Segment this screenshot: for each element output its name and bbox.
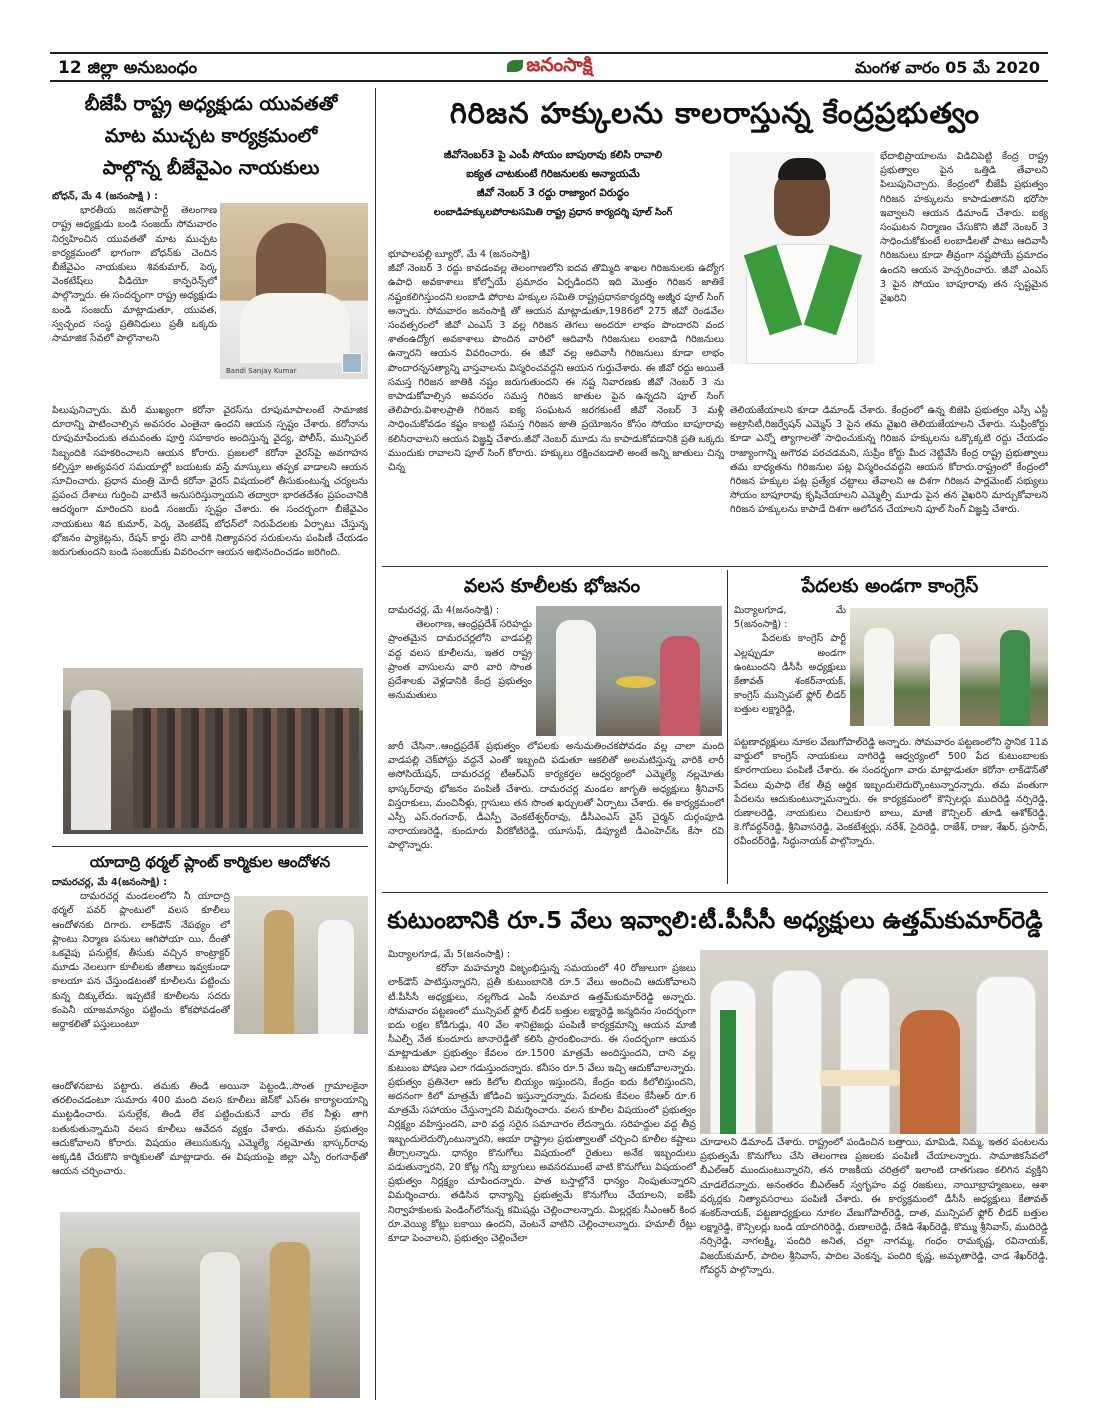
egg-tray <box>820 1070 900 1086</box>
yadadri-continued <box>52 1080 368 1210</box>
paragraph: పట్టణాధ్యక్షులు నూకల వేణుగోపాల్‌రెడ్డి అన్నారు. సోమవారం పట్టణంలోని స్థానిక 11వ వార్డులో కాంగ్రెస్‌ నాయకులు నాగిరెడ్డి ఆధ్వర్యంలో 500 పేద కుటుంబాలకు కూరగాయలు పంపిణీ చేశారు. ఈ సందర్భంగా వారు మాట్లాడుతూ కరోనా లాక్‌డౌన్‌తో పేదలు వుపాధి లేక తీవ్ర ఆర్థిక ఇబ్బందులెదుర్కొంటున్నారన్నారు. తమ వంతుగా పేదలను ఆదుకుంటున్నామన్నారు. ఈ కార్యక్రమంలో కౌన్సిలర్లు ముదిరెడ్డి నర్సిరెడ్డి, రుణాలరెడ్డి, నాయకులు చిలుకూరి బాలు, మాజీ కౌన్సిలర్‌ తూడి ఆశోక్‌రెడ్డి, కె.గోవర్ధన్‌రెడ్డి, శ్రీనివాసరెడ్డి, వెంకటేశ్వర్లు, నరేశ్‌, సైదిరెడ్డి, రాజేశ్‌, రాజు, శేఖర్‌, ప్రసాద్‌, రవీందర్‌రెడ్డి, సిద్ధునాయక్‌ పాల్గొన్నారు. <box>734 737 1048 848</box>
paragraph: తెలియజేయాలని కూడా డిమాండ్‌ చేశారు. కేంద్రంలో ఉన్న బిజెపి ప్రభుత్వం ఎస్సీ ఎస్టీ అట్రాసిటీ,రిజర్వేషన్‌ ఎమ్మెస్‌ 3 పైన తమ వైఖరి తెలియజేయాలని చేశారు. సుప్రీంకోర్టు కూడా ఎన్నో త్యాగాలతో సాధించుకున్న గిరిజన హక్కులను ఒక్కొక్కటి రద్దు చేయడం రాజ్యాంగాన్ని అగౌరవ పరచడమని, సుప్రీం కోర్టు మీద నెట్టివేసి కేంద్ర రాష్ట్ర ప్రభుత్వాలు తమ బాధ్యతను గిరిజనుల పట్ల విస్మరించవద్దని ఆయన కోరారు.రాష్ట్రంలో కేంద్రంలో గిరిజన హక్కుల పట్ల ప్రత్యేక చట్టాలు తేవాలని ఆ దిశగా గిరిజన పార్లమెంట్‌ సభ్యులు సోయం బాపూరావు కృషిచేయాలని ఎమ్మెల్సీ మూడు పైన తన వైఖరిని మార్చుకోవాలని గిరిజన హక్కులను కాపాడే దిశగా ఆలోచన చేయాలని పూల్‌ సింగ్‌ విజ్ఞప్తి చేశారు. <box>730 405 1048 516</box>
column-divider <box>375 88 376 1400</box>
paragraph: పిలుపునిచ్చారు. మరీ ముఖ్యంగా కరోనా వైరస్‌ను రూపుమాపాలంటే సామాజిక దూరాన్ని పాటించాల్సిన అవసరం ఎంతైనా ఉందని ఆయన స్పష్టం చేశారు. కరోనాను రూపుమాపేందుకు తమవంతు పూర్తి సహకారం అందిస్తున్న వైద్య, పోలీస్‌, మున్సిపల్‌ సిబ్బందికి సహకరించాలని ఆయన కోరారు. ప్రజలలో కరోనా వైరస్‌పై అవగాహన కల్పిస్తూ అత్యవసర సమయాల్లో బయటకు వస్తే మాస్కులు తప్పక వాడాలని ఆయన సూచించారు. ప్రధాన మంత్రి మోదీ కరోనా వైరస్‌ విషయంలో తీసుకుంటున్న చర్యలను ప్రపంచ దేశాలు గుర్తించి వాటినే అనుసరిస్తున్నాయని తద్వారా భారతదేశం ప్రపంచానికి ఆదర్శంగా మారిందని బండి సంజయ్‌ స్పష్టం చేశారు. ఈ సందర్భంగా బీజేవైఎం నాయకులు శివ కుమార్‌, పెర్క వెంకటేష్‌ బోధన్‌లో నిరుపేదలకు ఏర్పాటు చేస్తున్న భోజనం ప్యాకెట్లను, రేషన్‌ కార్డు లేని వారికి నిత్యావసర సరుకులను పంపిణీ చేయడం జరుగుతుందని బండి సంజయ్‌కు వివరించగా ఆయన అభినందించడం జరిగింది. <box>52 405 368 559</box>
page-number: 12 జిల్లా అనుబంధం <box>58 58 198 78</box>
left-headline-line: బీజేపీ రాష్ట్ర అధ్యక్షుడు యువతతో <box>84 93 338 115</box>
valasa-headline: వలస కూలీలకు భోజనం <box>463 575 641 597</box>
congress-continued <box>734 736 1048 882</box>
police-figure <box>270 1242 310 1398</box>
photo-caption: Bandi Sanjay Kumar <box>226 367 297 375</box>
divider <box>52 846 368 847</box>
food-distribution-photo <box>536 606 722 736</box>
egg-distribution-photo <box>700 950 1048 1134</box>
dateline: దామరచర్ల, మే 4(జనంసాక్షి) : <box>52 877 168 888</box>
divider <box>382 566 1048 567</box>
portrait-photo <box>730 152 875 364</box>
yadadri-headline: యాదాద్రి థర్మల్‌ ప్లాంట్‌ కార్మికుల ఆందోళన <box>89 853 331 871</box>
food-plate <box>616 676 656 688</box>
person-figure <box>930 634 960 726</box>
person-figure <box>864 628 894 726</box>
police-figure <box>80 1248 116 1398</box>
person-figure <box>660 636 700 736</box>
video-call-photo <box>220 203 368 379</box>
main-headline: గిరిజన హక్కులను కాలరాస్తున్న కేంద్రప్రభుత్వం <box>449 96 981 130</box>
person-figure <box>900 1010 960 1134</box>
divider <box>382 892 1048 893</box>
inset-thumbnail <box>342 353 362 373</box>
hair <box>778 158 826 180</box>
left-headline <box>52 88 370 184</box>
issue-date: మంగళ వారం 05 మే 2020 <box>854 58 1040 77</box>
paragraph: చూడాలని డిమాండ్‌ చేశారు. రాష్ట్రంలో పండించిన బత్తాయి, మామిడి, నిమ్మ, ఇతర పంటలను ప్రభుత్వమే కొనుగోలు చేసి తెలంగాణ ప్రజలకు పంపిణీ చేయాలన్నారు. సామాజికసేవలో బీఎల్‌ఆర్‌ ముందుంటున్నారని, తన రాజకీయ చరిత్రలో ఇలాంటి దాతగుణం కలిగిన వ్యక్తిని చూడలేదన్నారు. అనంతరం బీఎల్‌ఆర్‌ స్వగృహం వద్ద రజకులు, నాయీబ్రాహ్మణులు, ఆశా వర్కర్లకు నిత్యావసరాలు పంపిణీ చేశారు. ఈ కార్యక్రమంలో డీసీసీ అధ్యక్షులు కేతావత్‌ శంకర్‌నాయక్‌, పట్టణాధ్యక్షులు నూకల వేణుగోపాల్‌రెడ్డి, దాత, మున్సిపల్‌ ఫ్లోర్‌ లీడర్‌ బత్తుల లక్ష్మారెడ్డి, కౌన్సిలర్లు బండి యాదగిరిరెడ్డి, రుణాలరెడ్డి, దేశిడి శేఖర్‌రెడ్డి, కొమ్ము శ్రీనివాస్‌, ముదిరెడ్డి నర్సిరెడ్డి, నాగలక్ష్మి, పందిరి అనిత, చల్లా నాగమ్మ, గంధం రామకృష్ణ, రవినాయక్‌, విజయ్‌కుమార్‌, పాదిల శ్రీనివాస్‌, పాదిల వెంకన్న, పందిరి కృష్ణ, అమృతారెడ్డి, చాడ శేఖర్‌రెడ్డి, గోవర్ధన్‌ పాల్గొన్నారు. <box>700 1137 1048 1276</box>
subhead: జీవో నెంబర్‌ 3 రద్దు రాజ్యాంగ విరుద్ధం <box>476 187 630 199</box>
dateline: భూపాలపల్లి బ్యూరో, మే 4 (జనంసాక్షి) <box>388 249 531 260</box>
yadadri-text <box>52 876 230 1076</box>
column-divider <box>727 570 728 884</box>
left-headline-line: మాట ముచ్చట కార్యక్రమంలో <box>104 125 318 147</box>
dateline: బోధన్‌, మే 4 (జనంసాక్షి ) : <box>52 191 158 202</box>
valasa-continued <box>388 740 724 882</box>
left-story-continued <box>52 404 368 660</box>
left-story-text <box>52 190 217 402</box>
police-figure <box>264 910 294 1034</box>
masthead-logo <box>470 54 630 80</box>
paragraph: భేదాభిప్రాయాలను విడిచిపెట్టి కేంద్ర రాష్ట్ర ప్రభుత్వాల పైన ఒత్తిడి తేవాలని పిలుపునిచ్చారు. కేంద్రంలో బీజేపీ ప్రభుత్వం గిరిజన హక్కులను కాపాడుతానని భరోసా ఇవ్వాలని ఆయన డిమాండ్‌ చేశారు. ఐక్య సంఘటన నిర్మాణం చేసుకొని జీవో నెంబర్‌ 3 సాధించుకోకుంటే లంబాడీలతో పాటు ఆదివాసీ గిరిజనులు కూడా తీవ్రంగా నష్టపోయే ప్రమాదం ఉందని ఆయన హెచ్చరించారు. జీవో ఎంఎస్‌ 3 పైన సోయం బాపూరావు తన స్పష్టమైన వైఖరిని <box>880 151 1048 305</box>
paragraph: తెలంగాణ, ఆంధ్రప్రదేశ్‌ సరిహద్దు ప్రాంతమైన దామరచర్లలోని వాడపల్లి వద్ద వలస కూలీలను, ఇతర రాష్ట్ర ప్రాంత వాసులను వారి వారి సొంత ప్రదేశాలకు వెళ్లడానికి కేంద్ర ప్రభుత్వం అనుమతులు <box>388 619 532 702</box>
subhead: లంబాడిహక్కులపోరాటసమితి రాష్ట్ర ప్రధాన కార్యదర్శి పూల్‌ సింగ్‌ <box>433 207 673 218</box>
page-header <box>50 52 1048 82</box>
crowd-area <box>133 708 359 828</box>
congress-headline: పేదలకు అండగా కాంగ్రెస్‌ <box>801 575 979 597</box>
valasa-text <box>388 604 532 740</box>
person-figure <box>256 223 326 303</box>
congress-text <box>734 604 846 732</box>
dateline: దామరచర్ల, మే 4(జనంసాక్షి) : <box>388 605 500 616</box>
crowd-photo <box>63 668 363 834</box>
person-figure <box>772 970 822 1134</box>
paragraph: జీవో నెంబర్‌ 3 రద్దు కావడంవల్ల తెలంగాణలోని ఐదవ తొమ్మిది శాఖల గిరిజనులకు ఉద్యోగ ఉపాధి అవకాశాలు కోల్పోయే ప్రమాదం ఏర్పడిందని ఇది మొత్తం గిరిజన జాతికే నష్టంకలిగిస్తుందని లంబాడి పోరాట హక్కుల సమితి రాష్ట్రప్రధానకార్యదర్శి అజ్మీర పూల్‌ సింగ్‌ అన్నారు. సోమవారం జనంసాక్షి తో ఆయన మాట్లాడుతూ,1986లో 275 జీవో రెండవేల సంవత్సరంలో జీవో ఎంఎస్‌ 3 వల్ల గిరిజన తెగలు అందరూ లాభం పొందారని వంద శాతంఉద్యోగ అవకాశాలు పొందిన వారిలో ఆదివాసీ గిరిజనులు లంబాడి గిరిజనులు ఉన్నారని ఆయన వివరించారు. ఈ జీవో వల్ల ఆదివాసీ గిరిజనులు కూడా లాభం పొందారన్నసత్యాన్ని వాస్తవాలను విస్మరించవద్దని ఆయన గుర్తుచేశారు. ఈ జీవో రద్దు అయితే సమస్త గిరిజన జాతికి నష్టం జరుగుతుందని ఈ నష్ట నివారణకు జీవో నెంబర్‌ 3 ను కాపాడుకోవాల్సిన అవసరం సమస్త గిరిజన జాతుల పైన ఉన్నదని పూల్‌ సింగ్‌ తెలిపారు.విశాలప్రాతి గిరిజన ఐక్య సంఘటన జరగకుంటే జీవో నెంబర్‌ 3 మళ్లీ సాధించుకోవడం కష్టం కాబట్టి సమస్త గిరిజన జాతి ప్రయోజనం కోసం సోయం బాపూరావు కలిసిరావాలని ఆయన విజ్ఞప్తి చేశారు.జీవో నెంబర్‌ మూడు ను కాపాడుకోవడానికి ప్రతి ఒక్కరు ముందుకు రావాలని పూల్‌ సింగ్‌ కోరారు. హక్కులు రక్షించబడాలి అంటే అన్ని జాతులు చిన్న చిన్న <box>388 263 724 474</box>
main-subheads <box>382 146 724 222</box>
green-scarf <box>720 1010 736 1134</box>
main-story-right-continued <box>730 404 1048 560</box>
officials-photo <box>60 1212 360 1398</box>
tpcc-headline: కుటుంబానికి రూ.5 వేలు ఇవ్వాలి:టీ.పీసీసీ అధ్యక్షులు ఉత్తమ్‌కుమార్‌రెడ్డి <box>387 906 1043 934</box>
paragraph: పేదలకు కాంగ్రెస్‌ పార్టీ ఎల్లప్పుడూ అండగా ఉంటుందని డీసీసీ అధ్యక్షులు కేతావత్‌ శంకర్‌నాయక్‌, కాంగ్రెస్‌ మున్సిపల్‌ ఫ్లోర్‌ లీడర్‌ బత్తుల లక్ష్మారెడ్డి, <box>734 633 846 716</box>
dateline: మిర్యాలగూడ, మే 5(జనంసాక్షి) : <box>734 605 846 631</box>
dateline: మిర్యాలగూడ, మే 5(జనంసాక్షి) : <box>388 949 511 960</box>
tpcc-continued <box>700 1136 1048 1400</box>
person-figure <box>976 976 1036 1134</box>
logo-text: జనంసాక్షి <box>526 54 593 76</box>
vegetable-distribution-photo <box>850 608 1048 726</box>
tpcc-text <box>388 948 696 1400</box>
paragraph: జారీ చేసినా..ఆంధ్రప్రదేశ్‌ ప్రభుత్వం లోపలకు అనుమతించకపోవడం వల్ల చాలా మంది వాడపల్లి చెక్‌పోస్టు వద్దనే ఎంతో ఇబ్బంది పడుతూ ఆకలితో అలమటిస్తున్న వారికి లారీ అసోసియేషన్‌, దామరచర్ల టీఆర్‌ఎస్‌ కార్యకర్తల ఆధ్వర్యంలో ఎమ్మెల్యే నల్లమోతు భాస్కర్‌రావు భోజనం పంపిణీ చేశారు. దామరచర్ల మండల జాగృతి అధ్యక్షులు శ్రీనివాస్‌ విస్తరాకులు, మంచినీళ్లు, గ్లాసులు తన సొంత ఖర్చులతో ఏర్పాటు చేశారు. ఈ కార్యక్రమంలో ఎస్సీ ఎస్‌.రంగనాథ్‌, డీఎస్పీ వెంకటేశ్వర్‌రావు, డీసీఎంఎస్‌ వైస్‌ చైర్మన్‌ దుర్గంపూడి నారాయణరెడ్డి, కుందూరు వీరకోటిరెడ్డి, యూసుఫ్‌, డిప్యూటీ డీఎంహెచ్‌ఓ కేసా రవి పాల్గొన్నారు. <box>388 741 724 852</box>
person-figure <box>1000 630 1030 726</box>
person-figure <box>200 1252 240 1398</box>
subhead: జీవోనెంబర్‌3 పై ఎంపీ సోయం బాపురావు కలిసి రావాలి <box>443 149 663 161</box>
person-figure <box>71 690 111 830</box>
paragraph: దామరచర్ల మండలంలోని నీ యాదాద్రి థర్మల్‌ పవర్‌ ప్లాంటులో వలస కూలీలు ఆందోళనకు దిగారు. లాక్‌డౌన్‌ నేపథ్యం లో ప్లాంటు నిర్మాణ పనులు ఆగిపోయా యి. దీంతో ఒకవైపు పనుల్లేక, తీసుకు వచ్చిన కాంట్రాక్టర్‌ మూడు నెలలుగా కూలీలకు జీతాలు ఇవ్వకుండా కాలయా పన చేస్తుండటంతో కూలీలను పట్టించు కున్న దిక్కులేదు. ఇప్పటికే కూలీలను సదరు కంపెనీ యాజమాన్యం పట్టించు కోకపోవడంతో అర్థాకలితో పస్తులుంటూ <box>52 891 230 1031</box>
subhead: ఐక్యత చాటకుంటే గిరిజనులకు అన్యాయమే <box>466 168 640 180</box>
person-figure <box>556 620 596 736</box>
paragraph: ఆందోళనబాట పట్టారు. తమకు తిండి అయినా పెట్టండి..సొంత గ్రామాలకైనా తరలించడంటూ సుమారు 400 మంది వలస కూలీలు జెన్‌కో ఎస్‌ఈ కార్యాలయాన్ని ముట్టడించారు. పనుల్లేక, తిండి లేక పట్టించుకునే వారు లేక నీళ్లు తాగి బతుకుతున్నామని వలస కూలీలు ఆవేదన వ్యక్తం చేశారు. తమను ప్రభుత్వం ఆదుకోవాలని కోరారు. విషయం తెలుసుకున్న ఎమ్మెల్యే నల్లమోతు భాస్కర్‌రావు అక్కడికి చేరుకొని కార్మికులతో మాట్లాడారు. ఈ విషయంపై జిల్లా ఎస్పీ రంగనాథ్‌తో ఆయన చర్చించారు. <box>52 1081 368 1178</box>
leaf-icon <box>507 60 523 72</box>
paragraph: భారతీయ జనతాపార్టీ తెలంగాణ రాష్ట్ర అధ్యక్షుడు బండి సంజయ్‌ సోమవారం నిర్వహించిన యువతతో మాట ముచ్చట కార్యక్రమంలో భాగంగా బోధన్‌కు చెందిన బీజేవైఎం నాయకులు శివకుమార్‌, పెర్క వెంకటేష్‌లు వీడియో కాన్ఫరెన్స్‌లో పాల్గొన్నారు. ఈ సందర్భంగా రాష్ట్ర అధ్యక్షుడు బండి సంజయ్‌ మాట్లాడుతూ, యువత, స్వచ్ఛంద సంస్థ ప్రతినిధులు ప్రతీ ఒక్కరు సామాజిక సేవలో పాల్గొనాలని <box>52 205 217 345</box>
person-figure <box>840 978 890 1134</box>
paragraph: కరోనా మహమ్మారి విజృంభిస్తున్న సమయంలో 40 రోజులుగా ప్రజలు లాక్‌డౌన్‌ పాటిస్తున్నారని, ప్రతీ కుటుంబానికి రూ.5 వేలు అందించి ఆదుకోవాలని టీ.పీసీసీ అధ్యక్షులు, నల్లగొండ ఎంపీ నలమాద ఉత్తమ్‌కుమార్‌రెడ్డి అన్నారు. సోమవారం పట్టణంలో మున్సిపల్‌ ఫ్లోర్‌ లీడర్‌ బత్తుల లక్ష్మారెడ్డి జన్మదినం సందర్భంగా ఐదు లక్షల కోడిగుడ్లు, 40 వేల శానిటైజర్లు పంపిణీ కార్యక్రమాన్ని ఆయన మాజీ సీఎల్పీ నేత కుందూరు జానారెడ్డితో కలిసి ప్రారంభించారు. ఈ సందర్భంగా ఆయన మాట్లాడుతూ ప్రభుత్వం కేవలం రూ.1500 మాత్రమే అందిస్తుందని, దాని వల్ల కుటుంబ పోషణ ఎలా గడుస్తుందన్నారు. కనీసం రూ.5 వేలు ఇచ్చి ఆదుకోవాలన్నారు. ప్రభుత్వం ప్రతినెలా ఆరు కిలోల బియ్యం ఇస్తుందని, కేంద్రం ఐదు కిలోలిస్తుందని, అదనంగా కిలో మాత్రమే జోడించి ఇస్తున్నారన్నారు. పేదలకు కేవలం కేసీఆర్‌ రూ.6 మాత్రమే సహాయం చేస్తున్నారని విమర్శించారు. వలస కూలీల విషయంలో ప్రభుత్వం నిర్లక్ష్యం వహిస్తుందని, వారి వద్ద సరైన సమాచారం లేదన్నారు. సరిహద్దుల వద్ద తీవ్ర ఇబ్బందులెదుర్కొంటున్నారని, ఆయా రాష్ట్రాల ప్రభుత్వాలతో చర్చించి కూలీల కష్టాలు తీర్చాలన్నారు. ధాన్యం కొనుగోలు విషయంలో రైతులు అనేక ఇబ్బందులు పడుతున్నారని, 20 కోట్ల గన్నీ బ్యాగులు అవసరముంటే వాటి కొనుగోలు విషయంలో ప్రభుత్వం నిర్లక్ష్యం చూపిందన్నారు. పాత బస్తాల్లోనే ధాన్యం నింపుతున్నారని విమర్శించారు. తడిసిన ధాన్యాన్ని ప్రభుత్వమే కొనుగోలు చేయాలని, ఐకేపీ నిర్వాహకులకు పెండింగ్‌లోనున్న కమిషన్లు చెల్లించాలన్నారు. మిల్లర్లకు సీఎంఆర్‌ కింద రూ.వెయ్యి కోట్లు బకాయి ఉందని, వెంటనే వాటిని చెల్లించాలన్నారు. హమాలీ రేట్లు కూడా పెంచాలని, ప్రభుత్వం చెల్లించేలా <box>388 963 696 1245</box>
protest-photo <box>234 896 368 1034</box>
person-figure <box>318 920 354 1034</box>
left-headline-line: పాల్గొన్న బీజేవైఎం నాయకులు <box>102 157 320 179</box>
person-shirt <box>240 293 350 363</box>
main-story-text <box>388 248 724 560</box>
main-story-right <box>880 150 1048 402</box>
